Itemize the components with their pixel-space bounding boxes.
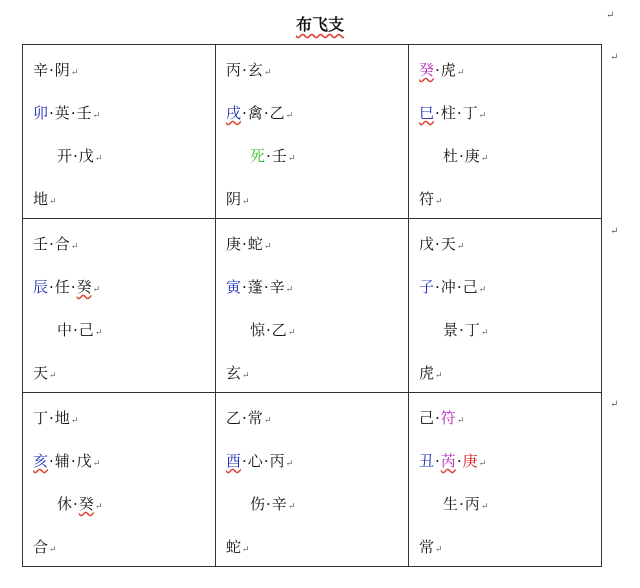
paragraph-mark: ↵	[287, 328, 296, 338]
glyph: 冲	[440, 278, 456, 296]
separator-dot: ·	[49, 235, 54, 253]
cell-text-line	[250, 493, 295, 514]
paragraph-mark: ↵	[478, 111, 487, 121]
paragraph-mark: ↵	[70, 242, 79, 252]
cell-text-line	[33, 407, 78, 428]
glyph: 酉	[226, 452, 242, 470]
glyph: 丁	[464, 321, 480, 339]
glyph: 惊	[250, 321, 266, 339]
paragraph-mark: ↵	[263, 242, 272, 252]
row-end-mark: ↵	[610, 399, 619, 410]
separator-dot: ·	[266, 321, 271, 339]
glyph: 虎	[440, 61, 456, 79]
paragraph-mark: ↵	[92, 285, 101, 295]
paragraph-mark: ↵	[435, 371, 443, 381]
separator-dot: ·	[263, 278, 269, 296]
cell-text-line	[419, 407, 464, 428]
cell-text-line	[57, 493, 102, 514]
glyph: 戌	[226, 104, 242, 122]
glyph: 常	[419, 538, 435, 556]
paragraph-mark: ↵	[49, 545, 57, 555]
separator-dot: ·	[242, 235, 247, 253]
separator-dot: ·	[242, 61, 247, 79]
separator-dot: ·	[435, 61, 440, 79]
glyph: 天	[33, 364, 49, 382]
separator-dot: ·	[49, 104, 54, 122]
cell-text-line	[419, 276, 486, 297]
separator-dot: ·	[49, 278, 54, 296]
glyph: 己	[78, 321, 94, 339]
separator-dot: ·	[242, 278, 247, 296]
glyph: 地	[54, 409, 70, 427]
paragraph-mark: ↵	[242, 371, 250, 381]
separator-dot: ·	[266, 147, 271, 165]
paragraph-mark: ↵	[478, 459, 487, 469]
glyph: 癸	[76, 278, 92, 296]
glyph: 乙	[226, 409, 242, 427]
separator-dot: ·	[459, 321, 464, 339]
paragraph-mark: ↵	[435, 197, 443, 207]
cell-text-line	[226, 536, 250, 557]
glyph: 戊	[78, 147, 94, 165]
glyph: 辰	[33, 278, 49, 296]
glyph: 中	[57, 321, 73, 339]
cell-text-line	[419, 188, 443, 209]
separator-dot: ·	[435, 452, 440, 470]
cell-text-line	[57, 145, 102, 166]
separator-dot: ·	[266, 495, 271, 513]
glyph: 生	[443, 495, 459, 513]
separator-dot: ·	[263, 452, 269, 470]
paragraph-mark: ↵	[94, 328, 103, 338]
paragraph-mark: ↵	[480, 328, 489, 338]
cell-text-line	[226, 276, 293, 297]
glyph: 庚	[462, 452, 478, 470]
separator-dot: ·	[49, 452, 54, 470]
cell-text-line	[226, 407, 271, 428]
cell-text-line	[226, 102, 293, 123]
paragraph-mark: ↵	[287, 154, 296, 164]
glyph: 辛	[33, 61, 49, 79]
cell-text-line	[419, 59, 464, 80]
paragraph-mark: ↵	[49, 371, 57, 381]
glyph: 辅	[54, 452, 70, 470]
separator-dot: ·	[435, 104, 440, 122]
glyph: 癸	[419, 61, 435, 79]
cell-text-line	[226, 362, 250, 383]
glyph: 丁	[462, 104, 478, 122]
glyph: 伤	[250, 495, 266, 513]
grid-cell	[216, 219, 409, 393]
paragraph-mark: ↵	[70, 416, 79, 426]
separator-dot: ·	[459, 147, 464, 165]
separator-dot: ·	[242, 452, 247, 470]
separator-dot: ·	[263, 104, 269, 122]
paragraph-mark: ↵	[480, 502, 489, 512]
separator-dot: ·	[49, 409, 54, 427]
cell-text-line	[33, 102, 100, 123]
grid-cell	[409, 219, 602, 393]
glyph: 丑	[419, 452, 435, 470]
separator-dot: ·	[70, 278, 76, 296]
paragraph-mark: ↵	[285, 285, 294, 295]
cell-text-line	[443, 319, 488, 340]
glyph: 壬	[76, 104, 92, 122]
glyph: 己	[419, 409, 435, 427]
separator-dot: ·	[242, 409, 247, 427]
cell-text-line	[419, 102, 486, 123]
grid-cell	[409, 45, 602, 219]
paragraph-mark: ↵	[285, 111, 294, 121]
paragraph-mark: ↵	[263, 416, 272, 426]
glyph: 乙	[271, 321, 287, 339]
cell-text-line	[443, 493, 488, 514]
glyph: 玄	[226, 364, 242, 382]
cell-text-line	[33, 362, 57, 383]
grid-cell	[23, 393, 216, 567]
glyph: 阴	[226, 190, 242, 208]
paragraph-mark: ↵	[287, 502, 296, 512]
paragraph-mark: ↵	[92, 111, 101, 121]
glyph: 符	[440, 409, 456, 427]
cell-text-line	[419, 362, 443, 383]
cell-text-line	[226, 450, 293, 471]
glyph: 乙	[269, 104, 285, 122]
cell-text-line	[443, 145, 488, 166]
glyph: 合	[33, 538, 49, 556]
glyph: 杜	[443, 147, 459, 165]
cell-text-line	[250, 319, 295, 340]
glyph: 蓬	[247, 278, 263, 296]
glyph: 寅	[226, 278, 242, 296]
glyph: 景	[443, 321, 459, 339]
cell-text-line	[33, 233, 78, 254]
glyph: 子	[419, 278, 435, 296]
paragraph-mark: ↵	[606, 10, 615, 21]
grid-cell	[216, 393, 409, 567]
separator-dot: ·	[459, 495, 464, 513]
row-end-mark: ↵	[610, 226, 619, 237]
grid-cell	[23, 219, 216, 393]
separator-dot: ·	[73, 495, 78, 513]
separator-dot: ·	[456, 104, 462, 122]
separator-dot: ·	[49, 61, 54, 79]
paragraph-mark: ↵	[456, 416, 465, 426]
paragraph-mark: ↵	[242, 545, 250, 555]
cell-text-line	[419, 536, 443, 557]
cell-text-line	[419, 233, 464, 254]
glyph: 丙	[269, 452, 285, 470]
glyph: 庚	[464, 147, 480, 165]
glyph: 芮	[440, 452, 456, 470]
glyph: 巳	[419, 104, 435, 122]
separator-dot: ·	[70, 104, 76, 122]
glyph: 戊	[76, 452, 92, 470]
glyph: 虎	[419, 364, 435, 382]
cell-text-line	[33, 59, 78, 80]
glyph: 柱	[440, 104, 456, 122]
paragraph-mark: ↵	[456, 68, 465, 78]
grid-cell	[409, 393, 602, 567]
separator-dot: ·	[435, 278, 440, 296]
glyph: 壬	[33, 235, 49, 253]
glyph: 任	[54, 278, 70, 296]
separator-dot: ·	[435, 409, 440, 427]
paragraph-mark: ↵	[94, 502, 103, 512]
separator-dot: ·	[73, 321, 78, 339]
cell-text-line	[226, 59, 271, 80]
cell-text-line	[226, 233, 271, 254]
paragraph-mark: ↵	[242, 197, 250, 207]
paragraph-mark: ↵	[70, 68, 79, 78]
paragraph-mark: ↵	[49, 197, 57, 207]
glyph: 合	[54, 235, 70, 253]
glyph: 开	[57, 147, 73, 165]
cell-text-line	[57, 319, 102, 340]
glyph: 壬	[271, 147, 287, 165]
separator-dot: ·	[242, 104, 247, 122]
glyph: 休	[57, 495, 73, 513]
glyph: 庚	[226, 235, 242, 253]
glyph: 符	[419, 190, 435, 208]
glyph: 玄	[247, 61, 263, 79]
separator-dot: ·	[456, 452, 462, 470]
glyph: 地	[33, 190, 49, 208]
paragraph-mark: ↵	[435, 545, 443, 555]
separator-dot: ·	[435, 235, 440, 253]
cell-text-line	[33, 536, 57, 557]
glyph: 蛇	[247, 235, 263, 253]
glyph: 戊	[419, 235, 435, 253]
nine-palace-grid	[22, 44, 602, 567]
glyph: 亥	[33, 452, 49, 470]
cell-text-line	[419, 450, 486, 471]
glyph: 阴	[54, 61, 70, 79]
grid-cell	[23, 45, 216, 219]
row-end-mark: ↵	[610, 52, 619, 63]
cell-text-line	[33, 188, 57, 209]
glyph: 丁	[33, 409, 49, 427]
paragraph-mark: ↵	[263, 68, 272, 78]
cell-text-line	[226, 188, 250, 209]
grid-cell	[216, 45, 409, 219]
paragraph-mark: ↵	[480, 154, 489, 164]
glyph: 死	[250, 147, 266, 165]
separator-dot: ·	[456, 278, 462, 296]
glyph: 天	[440, 235, 456, 253]
paragraph-mark: ↵	[285, 459, 294, 469]
paragraph-mark: ↵	[92, 459, 101, 469]
glyph: 心	[247, 452, 263, 470]
separator-dot: ·	[70, 452, 76, 470]
glyph: 己	[462, 278, 478, 296]
glyph: 辛	[271, 495, 287, 513]
glyph: 卯	[33, 104, 49, 122]
paragraph-mark: ↵	[94, 154, 103, 164]
cell-text-line	[250, 145, 295, 166]
glyph: 辛	[269, 278, 285, 296]
cell-text-line	[33, 450, 100, 471]
glyph: 丙	[464, 495, 480, 513]
glyph: 癸	[78, 495, 94, 513]
paragraph-mark: ↵	[456, 242, 465, 252]
glyph: 蛇	[226, 538, 242, 556]
cell-text-line	[33, 276, 100, 297]
glyph: 常	[247, 409, 263, 427]
glyph: 丙	[226, 61, 242, 79]
paragraph-mark: ↵	[478, 285, 487, 295]
glyph: 禽	[247, 104, 263, 122]
glyph: 英	[54, 104, 70, 122]
separator-dot: ·	[73, 147, 78, 165]
document-title: 布飞支	[295, 15, 344, 34]
